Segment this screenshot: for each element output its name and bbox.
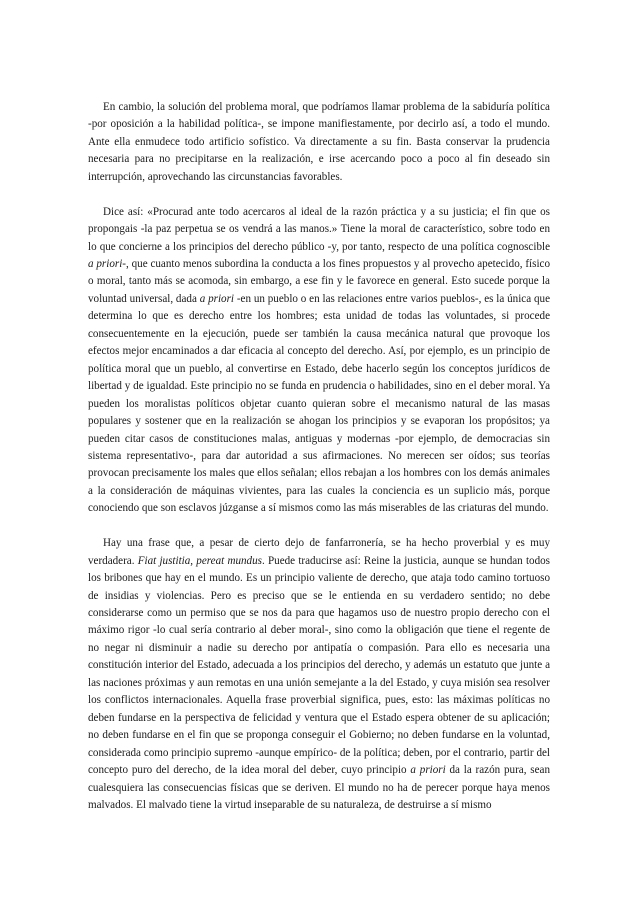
paragraph-1 (88, 99, 550, 186)
paragraph-1-text: En cambio, la solución del problema moral, que podríamos llamar problema de la sabiduría política -por oposición a la habilidad política-, se impone manifiestamente, por decirlo así, a todo el mundo. Ante ella enmudece todo artificio sofístico. Va directamente a su fin. Basta conservar la prudencia necesaria para no precipitarse en la realización, e irse acercando poco a poco al fin deseado sin interrupción, aprovechando las circunstancias favorables. (88, 101, 550, 183)
paragraph-2 (88, 204, 550, 518)
paragraph-2-text: Dice así: «Procurad ante todo acercaros al ideal de la razón práctica y a su justicia; el fin que os propongais -la paz perpetua se os vendrá a las manos.» Tiene la moral de característico, sobre todo en lo que concierne a los principios del derecho público -y, por tanto, respecto de una política cognoscible (88, 205, 550, 253)
document-page (88, 99, 550, 814)
italic-term: a priori (199, 292, 234, 305)
paragraph-3-text: da la razón pura, sean cualesquiera las consecuencias físicas que se deriven. El mundo no ha de perecer porque haya menos malvados. El malvado tiene la virtud inseparable de su naturaleza, de destruirse a sí mismo (88, 764, 550, 811)
paragraph-3 (88, 535, 550, 814)
italic-term: a priori (88, 258, 123, 271)
paragraph-2-text: -en un pueblo o en las relaciones entre varios pueblos-, es la única que determina lo que es derecho entre los hombres; esta unidad de todas las voluntades, si procede consecuentemente en la ejecución, puede ser también la causa mecánica natural que provoque los efectos mejor encaminados a dar eficacia al concepto del derecho. Así, por ejemplo, es un principio de política moral que un pueblo, al convertirse en Estado, debe hacerlo según los conceptos jurídicos de libertad y de igualdad. Este principio no se funda en prudencia o habilidades, sino en el deber moral. Ya pueden los moralistas políticos objetar cuanto quieran sobre el mecanismo natural de las masas populares y sostener que en la realización se ahogan los principios y se evaporan los propósitos; ya pueden citar casos de constituciones malas, antiguas y modernas -por ejemplo, de democracias sin sistema representativo-, para dar autoridad a sus afirmaciones. No merecen ser oídos; sus teorías provocan precisamente los males que ellos señalan; ellos rebajan a los hombres con los demás animales a la consideración de máquinas vivientes, para las cuales la conciencia es un suplicio más, porque conociendo que son esclavos júzganse a sí mismos como las más miserables de las criaturas del mundo. (88, 292, 551, 515)
paragraph-3-text: . Puede traducirse así: Reine la justicia, aunque se hundan todos los bribones que hay en el mundo. Es un principio valiente de derecho, que ataja todo camino tortuoso de insidias y violencias. Pero es preciso que se le entienda en su verdadero sentido; no debe considerarse como un permiso que se nos da para que hagamos uso de nuestro propio derecho con el máximo rigor -lo cual sería contrario al deber moral-, sino como la obligación que tiene el regente de no negar ni disminuir a nadie su derecho por antipatía o compasión. Para ello es necesaria una constitución interior del Estado, adecuada a los principios del derecho, y además un estatuto que junte a las naciones próximas y aun remotas en una unión semejante a la del Estado, y cuya misión sea resolver los conflictos internacionales. Aquella frase proverbial significa, pues, esto: las máximas políticas no deben fundarse en la perspectiva de felicidad y ventura que el Estado espera obtener de su aplicación; no deben fundarse en el fin que se proponga conseguir el Gobierno; no deben fundarse en la voluntad, considerada como principio supremo -aunque empírico- de la política; deben, por el contrario, partir del concepto puro del derecho, de la idea moral del deber, cuyo principio (88, 554, 550, 777)
paragraph-2-text: -, que cuanto menos subordina la conducta a los fines propuestos y al provecho apetecido, físico o moral, tanto más se acomoda, sin embargo, a ese fin y le favorece en general. Esto sucede porque la voluntad universal, dada (88, 258, 550, 305)
italic-latin-phrase: Fiat justitia, pereat mundus (137, 554, 262, 567)
italic-term: a priori (410, 764, 446, 777)
paragraph-3-text: Hay una frase que, a pesar de cierto dejo de fanfarronería, se ha hecho proverbial y es muy verdadera. (88, 537, 550, 567)
